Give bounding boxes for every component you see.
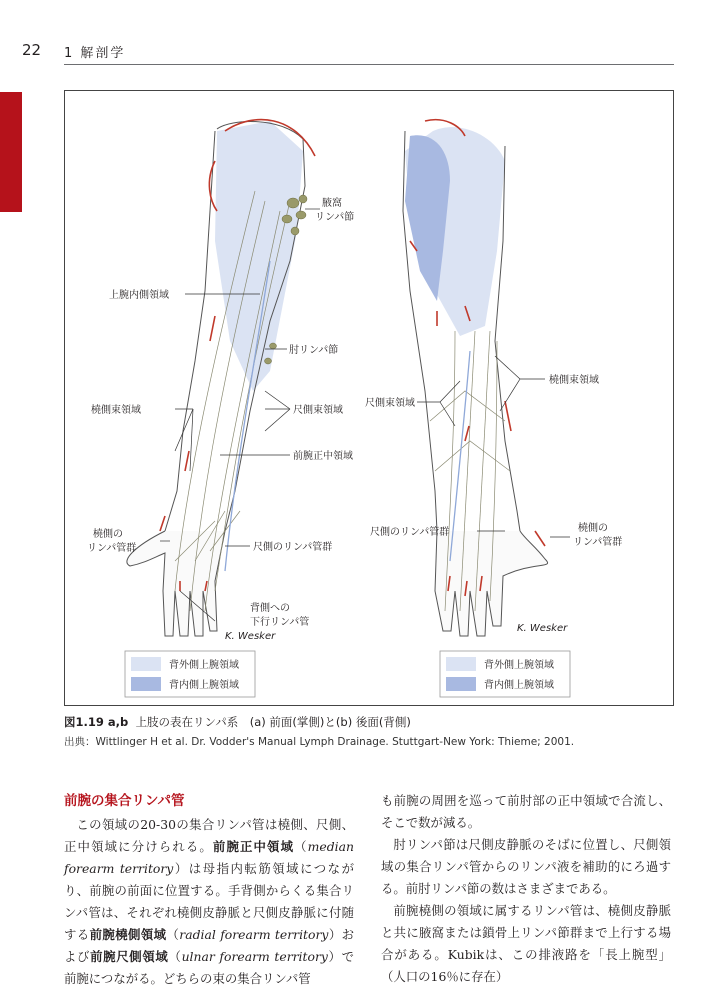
label-radial-vessels-front-1: 橈側の (93, 529, 123, 540)
label-ulnar-bundle-front: 尺側束領域 (293, 405, 343, 416)
section-title: 前腕の集合リンパ管 (64, 793, 185, 809)
label-axillary-nodes-2: リンパ節 (315, 212, 355, 223)
legend-front (125, 651, 255, 697)
front-arm (87, 120, 354, 642)
label-ulnar-vessels-back: 尺側のリンパ管群 (370, 527, 450, 538)
caption-text: 上肢の表在リンパ系 (a) 前面(掌側)と(b) 後面(背側) (135, 715, 411, 729)
legend-back (440, 651, 570, 697)
paragraph-right-2: 肘リンパ節は尺側皮静脈のそばに位置し、尺側領域の集合リンパ管からのリンパ液を補助的にろ過する。前肘リンパ節の数はさまざまである。 (381, 837, 671, 896)
label-radial-vessels-back-2: リンパ管群 (573, 537, 623, 548)
label-radial-vessels-back-1: 橈側の (578, 523, 608, 534)
legend-swatch-b1 (446, 657, 476, 671)
header-rule (64, 64, 674, 65)
chapter-title: 1 解剖学 (64, 46, 126, 61)
label-ulnar-vessels-front: 尺側のリンパ管群 (253, 542, 333, 553)
paragraph-right-1: も前腕の周囲を巡って前肘部の正中領域で合流し、そこで数が減る。 (381, 793, 671, 830)
legend-swatch-1 (131, 657, 161, 671)
figure-caption (64, 714, 411, 730)
label-elbow-nodes: 肘リンパ節 (289, 345, 339, 356)
figure-illustration (65, 91, 673, 705)
figure-frame (64, 90, 674, 706)
text-column-left (64, 790, 354, 990)
legend-swatch-b2 (446, 677, 476, 691)
label-forearm-median: 前腕正中領域 (293, 451, 353, 462)
paragraph-right-3: 前腕橈側の領域に属するリンパ管は、橈側皮静脈と共に腋窩または鎖骨上リンパ節群まで上行する場合がある。Kubikは、この排液路を「長上腕型」（人口の16％に存在） (381, 903, 671, 984)
back-arm (365, 120, 622, 636)
label-axillary-nodes-1: 腋窩 (322, 198, 342, 209)
paragraph-left-1: この領域の20-30の集合リンパ管は橈側、尺側、正中領域に分けられる。前腕正中領域（median forearm territory）は母指内転筋領域につながり、前腕の前面に位置する。手背側からくる集合リンパ管は、それぞれ橈側皮静脈と尺側皮静脈に付随する前腕橈側領域（radial forearm territory）および前腕尺側領域（ulnar forearm territory）で前腕につながる。どちらの束の集合リンパ管 (64, 817, 355, 986)
signature-front: K. Wesker (225, 631, 276, 642)
label-upper-arm-medial: 上腕内側領域 (109, 290, 169, 301)
legend-swatch-2 (131, 677, 161, 691)
label-radial-bundle-back: 橈側束領域 (549, 375, 599, 386)
caption-number: 図1.19 a,b (64, 715, 129, 729)
legend-label-2: 背内側上腕領域 (169, 680, 239, 691)
signature-back: K. Wesker (517, 623, 568, 634)
figure-source: 出典：Wittlinger H et al. Dr. Vodder's Manual Lymph Drainage. Stuttgart-New York: Thieme; 2001. (64, 736, 575, 748)
label-radial-vessels-front-2: リンパ管群 (87, 543, 137, 554)
legend-label-b1: 背外側上腕領域 (484, 660, 554, 671)
label-dorsal-descending-1: 背側への (250, 603, 290, 614)
label-ulnar-bundle-back: 尺側束領域 (365, 398, 415, 409)
text-column-right (381, 790, 671, 988)
page-number: 22 (22, 41, 42, 59)
chapter-tab (0, 92, 22, 212)
legend-label-b2: 背内側上腕領域 (484, 680, 554, 691)
label-dorsal-descending-2: 下行リンパ管 (250, 617, 310, 628)
legend-label-1: 背外側上腕領域 (169, 660, 239, 671)
label-radial-bundle-front: 橈側束領域 (91, 405, 141, 416)
